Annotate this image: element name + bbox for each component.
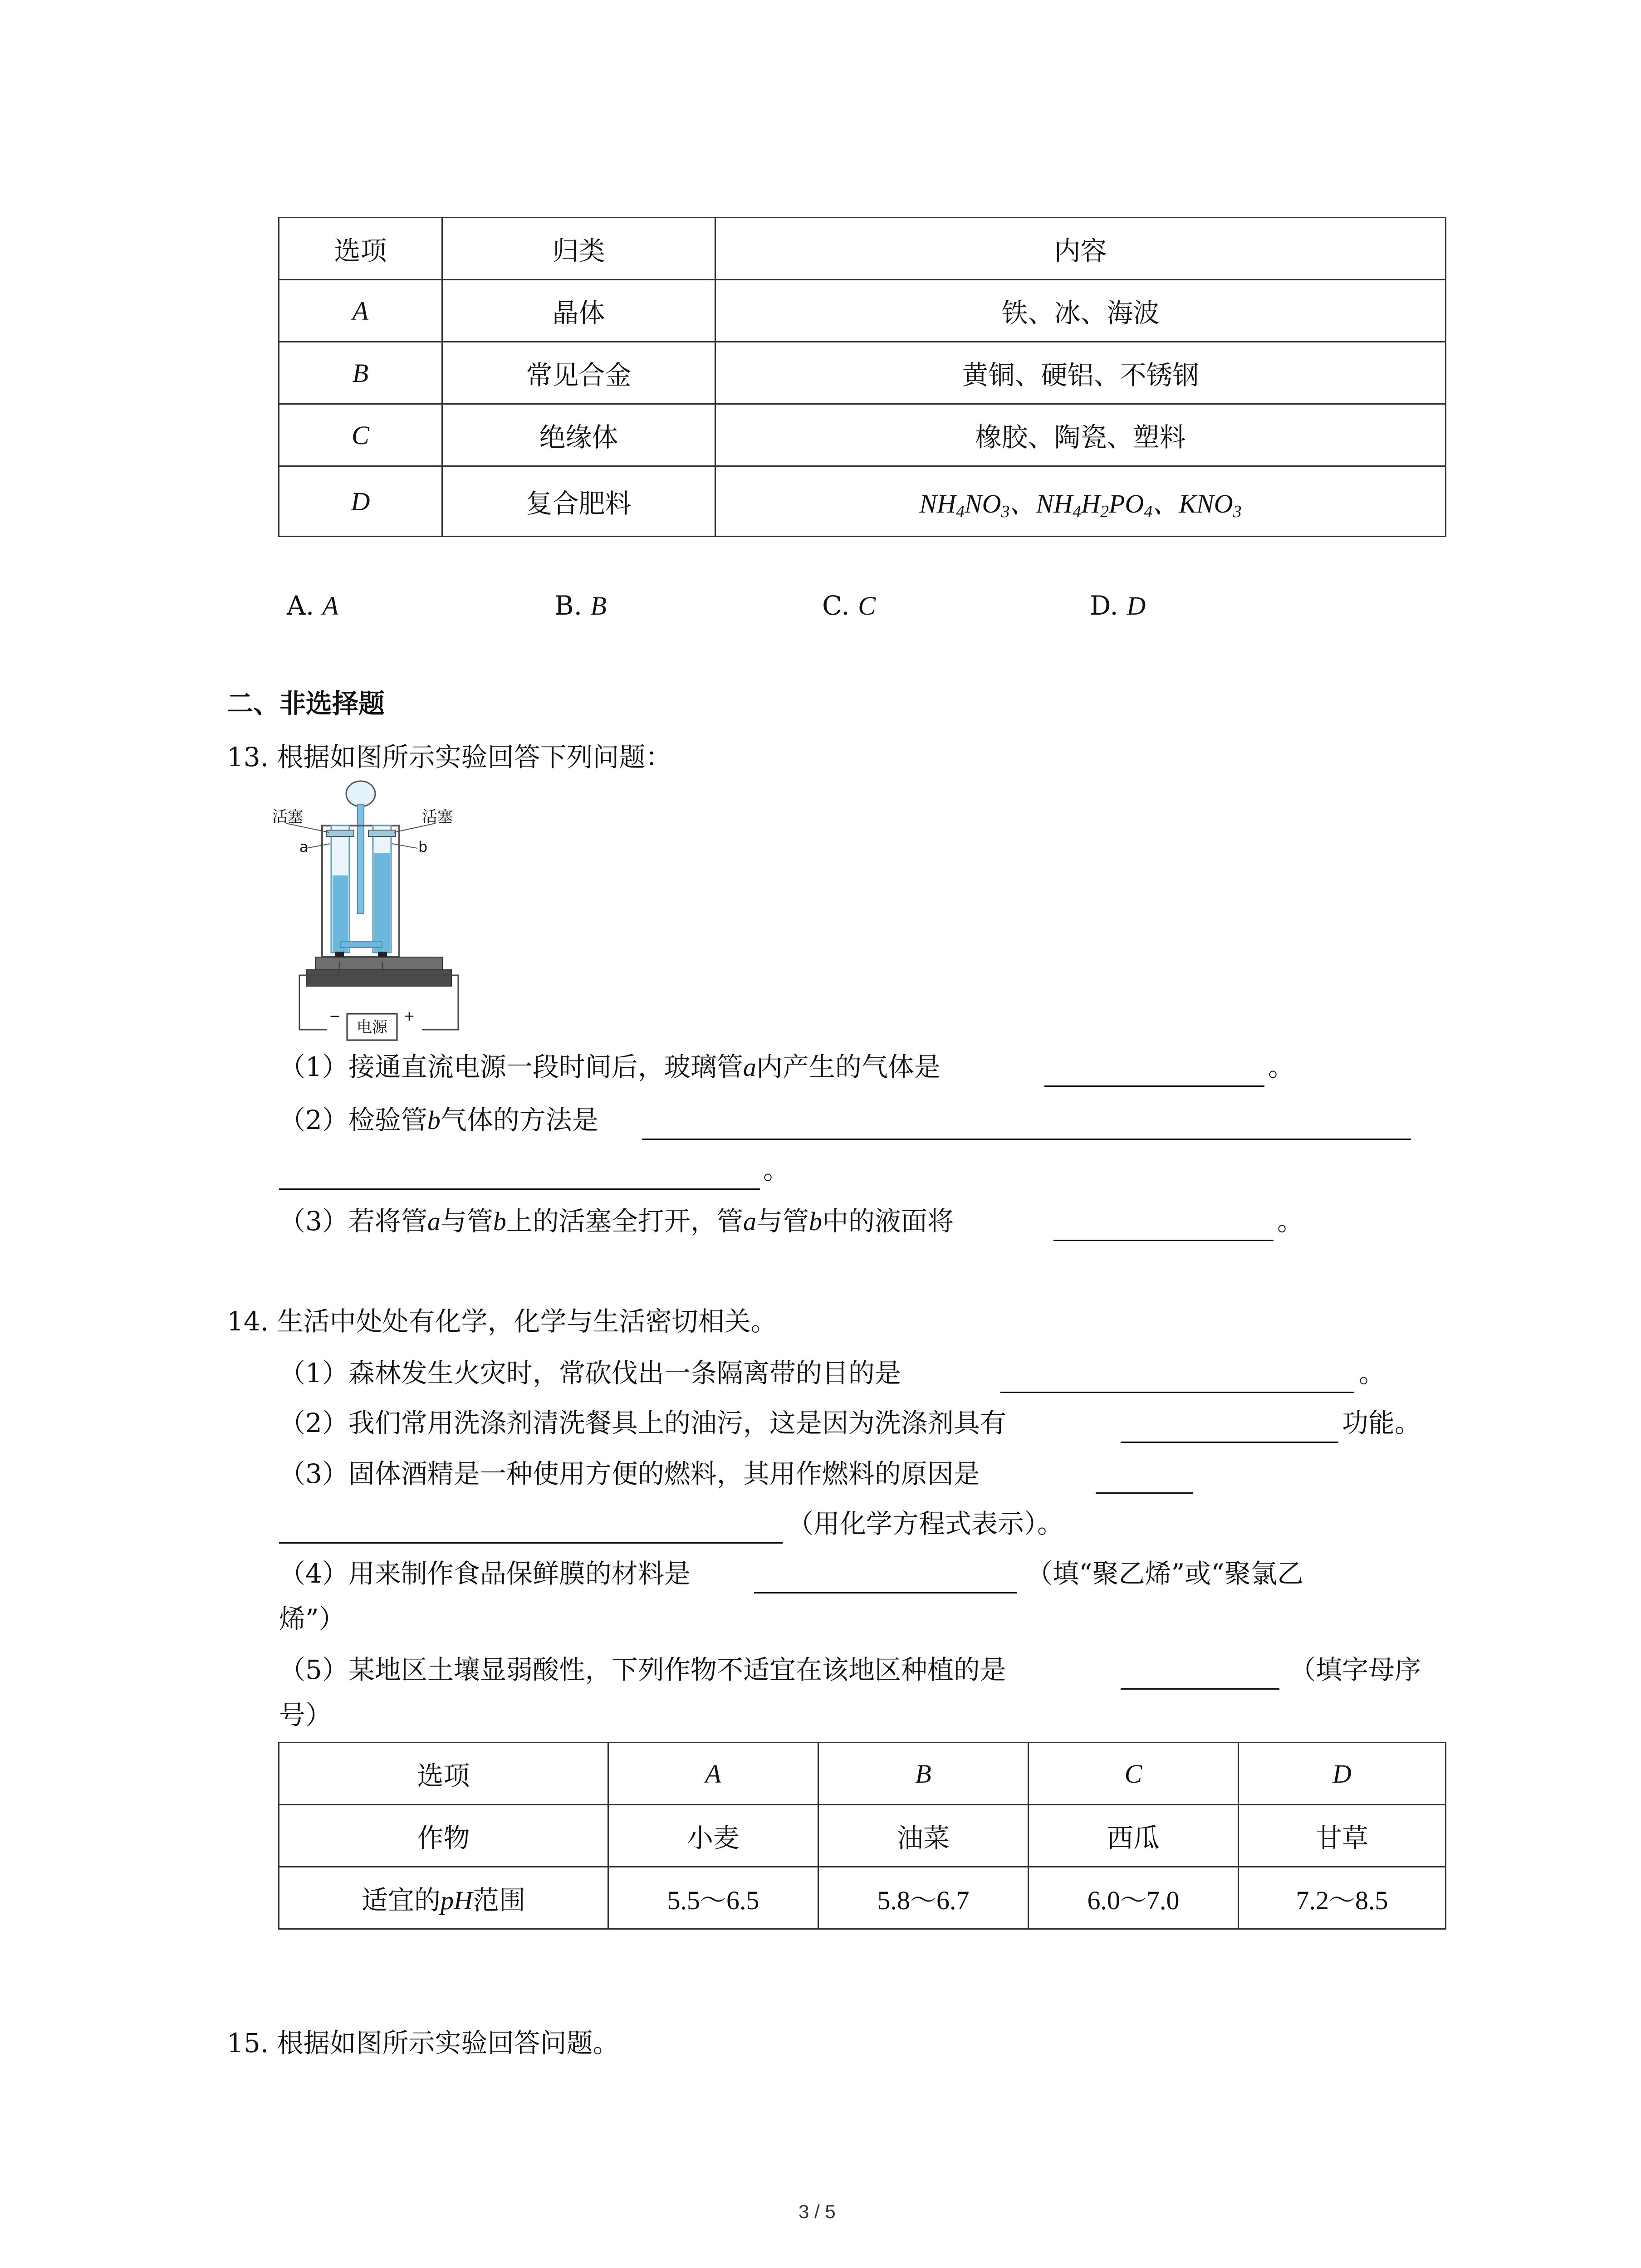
table-cell: 复合肥料 xyxy=(442,466,715,537)
answer-blank[interactable] xyxy=(642,1139,1411,1140)
q15-stem: 15. 根据如图所示实验回答问题。 xyxy=(227,2028,619,2058)
power-label: 电源 xyxy=(357,1018,387,1036)
q14-part4-cont: 烯”） xyxy=(279,1603,345,1634)
q14-part1-end: 。 xyxy=(1359,1358,1386,1388)
table-cell: 油菜 xyxy=(818,1805,1029,1867)
answer-blank[interactable] xyxy=(279,1542,783,1544)
q13-part1: （1）接通直流电源一段时间后，玻璃管a内产生的气体是 xyxy=(279,1051,941,1082)
plus-sign: + xyxy=(403,1008,415,1024)
q13-part1-end: 。 xyxy=(1268,1051,1295,1082)
q14-part3: （3）固体酒精是一种使用方便的燃料，其用作燃料的原因是 xyxy=(279,1458,980,1489)
q14-part5-cont: 号） xyxy=(279,1700,332,1730)
section-heading: 二、非选择题 xyxy=(227,688,385,719)
choice-b[interactable]: B. B xyxy=(554,590,607,621)
table-cell: 西瓜 xyxy=(1029,1805,1239,1867)
answer-blank[interactable] xyxy=(1121,1442,1338,1443)
table-cell: 6.0～7.0 xyxy=(1029,1867,1239,1929)
answer-blank[interactable] xyxy=(1000,1392,1354,1393)
answer-blank[interactable] xyxy=(1121,1688,1279,1690)
table-header: 选项 xyxy=(279,218,442,280)
answer-blank[interactable] xyxy=(1053,1240,1274,1241)
choice-c[interactable]: C. C xyxy=(822,590,876,621)
table-cell: 常见合金 xyxy=(442,342,715,404)
table-header: 内容 xyxy=(715,218,1446,280)
table-cell: 5.8～6.7 xyxy=(818,1867,1029,1929)
answer-blank[interactable] xyxy=(754,1592,1017,1593)
table-header: D xyxy=(1239,1743,1446,1805)
table-header: 归类 xyxy=(442,218,715,280)
q14-part4: （4）用来制作食品保鲜膜的材料是 xyxy=(279,1558,691,1589)
table-cell: 甘草 xyxy=(1239,1805,1446,1867)
table-header: C xyxy=(1029,1743,1239,1805)
table-cell: 7.2～8.5 xyxy=(1239,1867,1446,1929)
table-cell: 作物 xyxy=(279,1805,608,1867)
answer-blank[interactable] xyxy=(1096,1492,1193,1494)
stopcock-label-right: 活塞 xyxy=(422,808,453,826)
q13-part2-end: 。 xyxy=(763,1154,790,1185)
table-cell: 小麦 xyxy=(608,1805,818,1867)
q14-part4-end: （填“聚乙烯”或“聚氯乙 xyxy=(1026,1558,1303,1589)
classification-table xyxy=(278,217,1446,537)
q13-stem: 13. 根据如图所示实验回答下列问题： xyxy=(227,742,672,772)
q13-part2: （2）检验管b气体的方法是 xyxy=(279,1105,598,1135)
choice-a[interactable]: A. A xyxy=(287,590,339,621)
choice-d[interactable]: D. D xyxy=(1090,590,1146,621)
electrolysis-apparatus-figure xyxy=(272,776,467,1043)
page-number: 3 / 5 xyxy=(798,2201,836,2222)
q14-part2: （2）我们常用洗涤剂清洗餐具上的油污，这是因为洗涤剂具有 xyxy=(279,1408,1006,1438)
table-cell: 适宜的pH范围 xyxy=(279,1867,608,1929)
answer-blank[interactable] xyxy=(279,1188,760,1190)
tube-b-label: b xyxy=(418,838,428,855)
q13-part3: （3）若将管a与管b上的活塞全打开，管a与管b中的液面将 xyxy=(279,1206,954,1237)
table-cell: 绝缘体 xyxy=(442,404,715,466)
q14-part3-end: （用化学方程式表示）。 xyxy=(787,1508,1064,1539)
q14-stem: 14. 生活中处处有化学，化学与生活密切相关。 xyxy=(227,1306,777,1337)
table-cell: 铁、冰、海波 xyxy=(715,280,1446,342)
q14-part2-end: 功能。 xyxy=(1342,1408,1421,1438)
table-cell: B xyxy=(279,342,442,404)
table-cell: A xyxy=(279,280,442,342)
crop-ph-table xyxy=(278,1742,1446,1930)
table-cell: 橡胶、陶瓷、塑料 xyxy=(715,404,1446,466)
q14-part5-end: （填字母序 xyxy=(1289,1654,1421,1685)
answer-blank[interactable] xyxy=(1044,1085,1264,1087)
minus-sign: − xyxy=(329,1008,341,1024)
q13-part3-end: 。 xyxy=(1277,1206,1304,1237)
table-cell: D xyxy=(279,466,442,537)
table-header: B xyxy=(818,1743,1029,1805)
table-cell: C xyxy=(279,404,442,466)
q14-part1: （1）森林发生火灾时，常砍伐出一条隔离带的目的是 xyxy=(279,1358,901,1388)
tube-a-label: a xyxy=(299,838,309,855)
q14-part5: （5）某地区土壤显弱酸性，下列作物不适宜在该地区种植的是 xyxy=(279,1654,1006,1685)
table-cell: 黄铜、硬铝、不锈钢 xyxy=(715,342,1446,404)
table-cell: 5.5～6.5 xyxy=(608,1867,818,1929)
stopcock-label-left: 活塞 xyxy=(272,808,303,826)
table-header: 选项 xyxy=(279,1743,608,1805)
formula-cell: $NH_4NO_3$、$NH_4H_2PO_4$、$KNO_3$ xyxy=(715,466,1446,537)
table-cell: 晶体 xyxy=(442,280,715,342)
table-header: A xyxy=(608,1743,818,1805)
